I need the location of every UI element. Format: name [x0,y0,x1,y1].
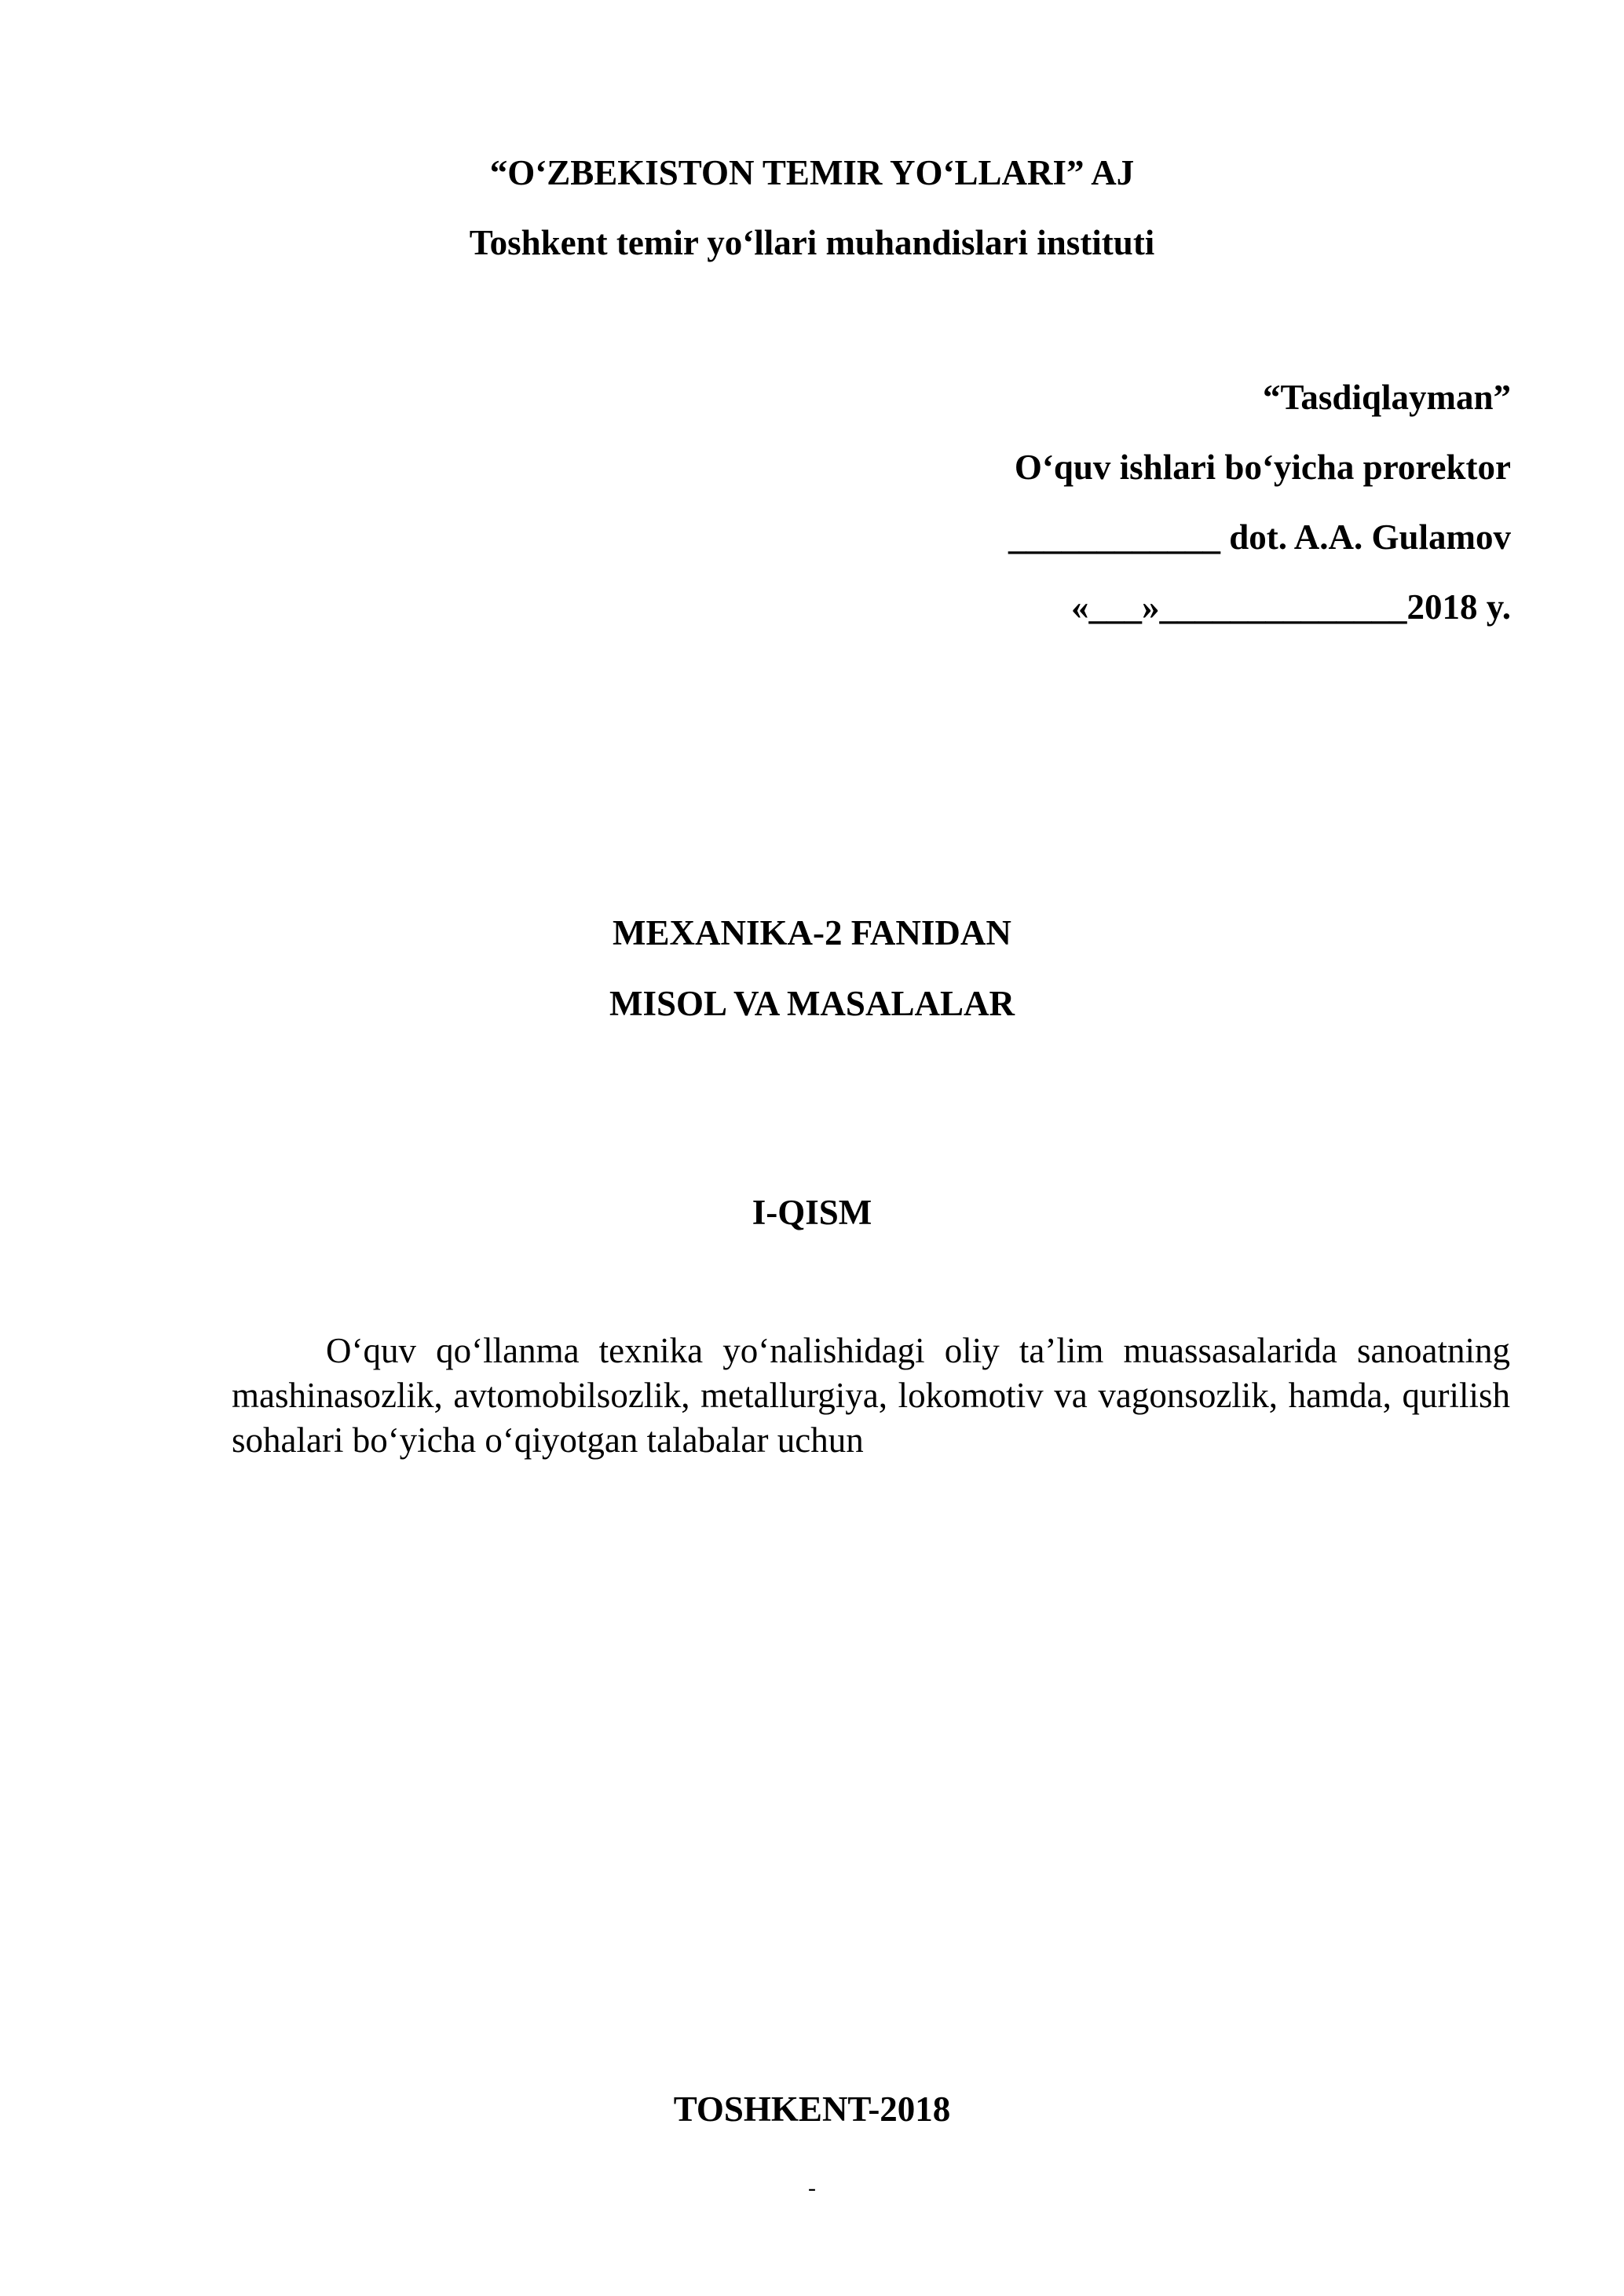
organization-name: “O‘ZBEKISTON TEMIR YO‘LLARI” AJ [489,153,1135,192]
city-year: TOSHKENT-2018 [673,2089,951,2129]
document-title-line-2: MISOL VA MASALALAR [609,984,1015,1023]
institute-name: Toshkent temir yo‘llari muhandislari instituti [469,223,1155,262]
description-paragraph: O‘quv qo‘llanma texnika yo‘nalishidagi oliy ta’lim muassasalarida sanoatning mashinasozlik, avtomobilsozlik, metallurgiya, lokomotiv va vagonsozlik, hamda, qurilish sohalari bo‘yicha o‘qiyotgan talabalar uchun [232,1331,1510,1460]
approval-date-line: «___»______________2018 y. [1070,587,1511,627]
page-mark: - [808,2175,816,2201]
approval-heading: “Tasdiqlayman” [1263,378,1511,417]
approval-position: O‘quv ishlari bo‘yicha prorektor [1014,448,1511,487]
approval-signature-line: ____________ dot. A.A. Gulamov [1008,517,1511,557]
approval-block [1008,363,1511,642]
part-label: I-QISM [752,1193,872,1232]
document-title-line-1: MEXANIKA-2 FANIDAN [613,913,1011,952]
